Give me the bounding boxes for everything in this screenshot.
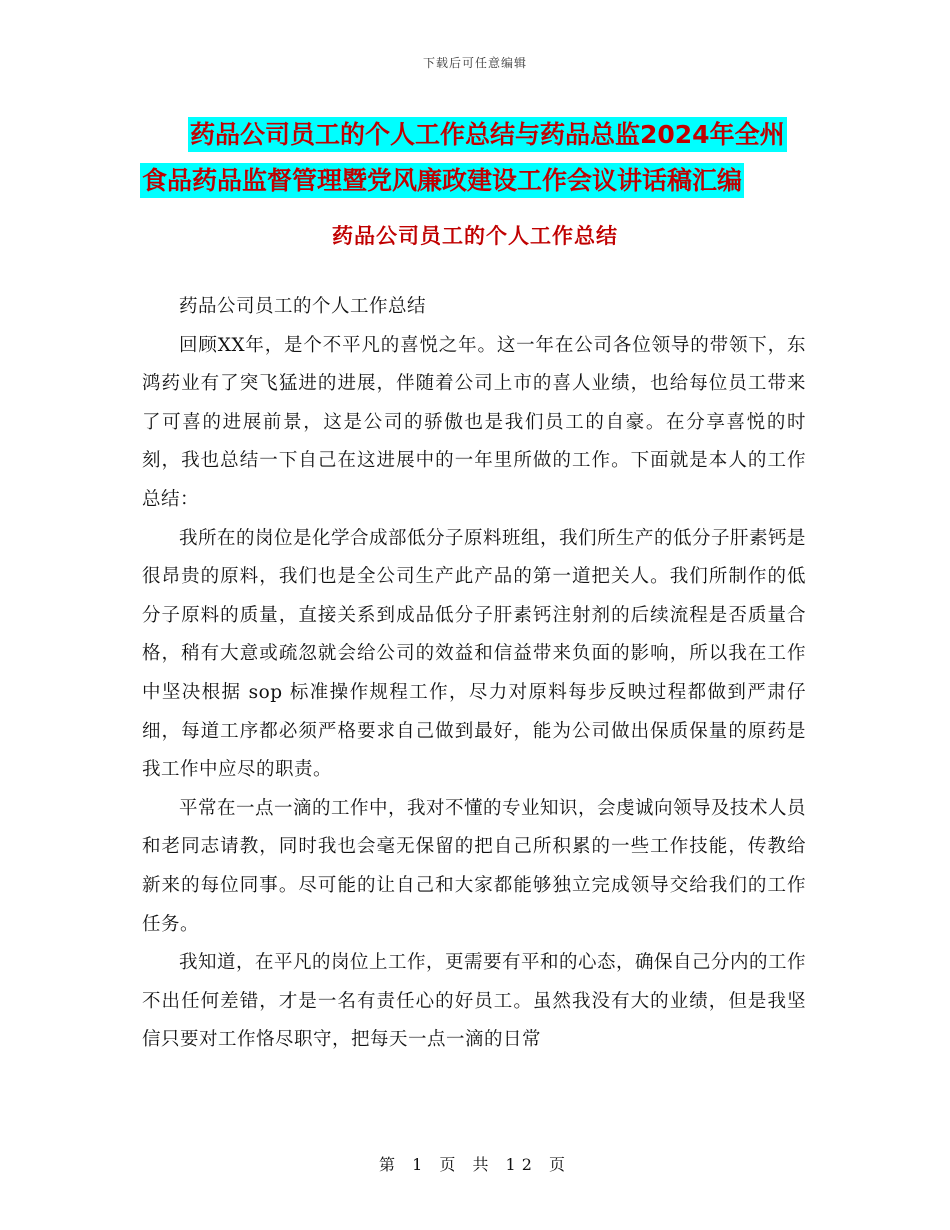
title-line-1-text: 药品公司员工的个人工作总结与药品总监2024年全州	[188, 117, 787, 152]
paragraph: 我所在的岗位是化学合成部低分子原料班组，我们所生产的低分子肝素钙是很昂贵的原料，我们也是全公司生产此产品的第一道把关人。我们所制作的低分子原料的质量，直接关系到成品低分子肝素钙注射剂的后续流程是否质量合格，稍有大意或疏忽就会给公司的效益和信益带来负面的影响，所以我在工作中坚决根据 sop 标准操作规程工作，尽力对原料每步反映过程都做到严肃仔细，每道工序都必须严格要求自己做到最好，能为公司做出保质保量的原药是我工作中应尽的职责。	[142, 527, 807, 781]
page-footer: 第 1 页 共 12 页	[379, 1155, 571, 1174]
section-title: 药品公司员工的个人工作总结	[332, 224, 618, 248]
paragraph-subtitle: 药品公司员工的个人工作总结	[179, 296, 427, 317]
document-title-line-2	[140, 158, 820, 204]
paragraph: 我知道，在平凡的岗位上工作，更需要有平和的心态，确保自己分内的工作不出任何差错，才是一名有责任心的好员工。虽然我没有大的业绩，但是我坚信只要对工作恪尽职守，把每天一点一滴的日常	[142, 952, 807, 1051]
header-note: 下载后可任意编辑	[422, 56, 527, 70]
paragraph: 回顾XX年，是个不平凡的喜悦之年。这一年在公司各位领导的带领下，东鸿药业有了突飞猛进的进展，伴随着公司上市的喜人业绩，也给每位员工带来了可喜的进展前景，这是公司的骄傲也是我们员工的自豪。在分享喜悦的时刻，我也总结一下自己在这进展中的一年里所做的工作。下面就是本人的工作总结：	[142, 334, 806, 510]
document-title-line-1	[140, 112, 820, 158]
body-text	[142, 288, 806, 1060]
paragraph: 平常在一点一滴的工作中，我对不懂的专业知识，会虔诚向领导及技术人员和老同志请教，同时我也会毫无保留的把自己所积累的一些工作技能，传教给新来的每位同事。尽可能的让自己和大家都能够独立完成领导交给我们的工作任务。	[142, 797, 807, 935]
document-title	[140, 112, 820, 204]
title-line-2-text: 食品药品监督管理暨党风廉政建设工作会议讲话稿汇编	[140, 163, 744, 198]
